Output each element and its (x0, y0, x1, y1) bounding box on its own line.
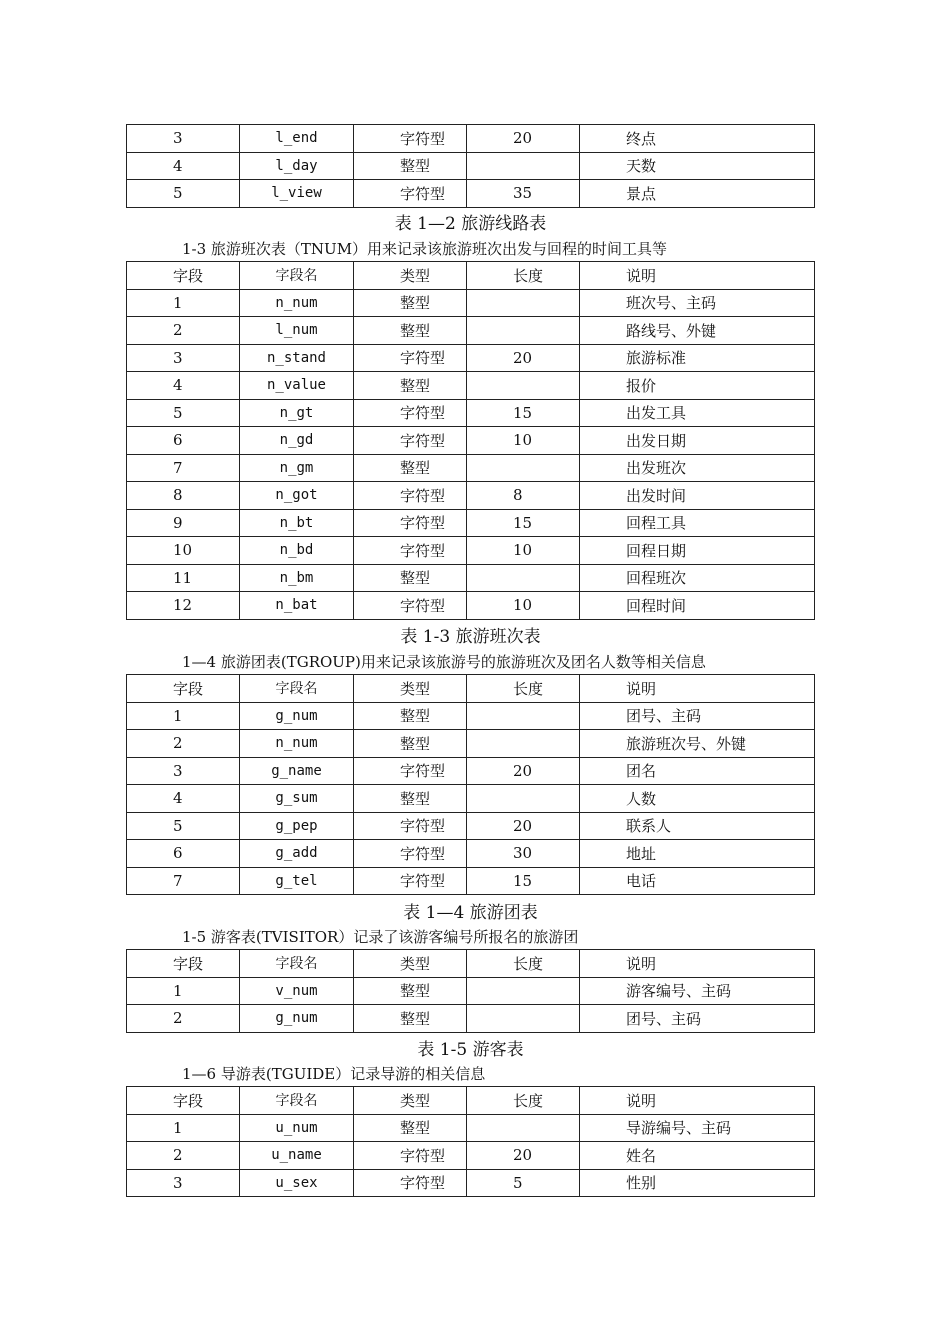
field-index-cell: 1 (127, 702, 240, 730)
header-field-description-cell: 说明 (580, 675, 815, 703)
field-type-cell: 字符型 (354, 427, 467, 455)
field-index-cell: 2 (127, 317, 240, 345)
field-name-cell: n_stand (240, 344, 354, 372)
field-description-cell: 回程班次 (580, 564, 815, 592)
field-description-cell: 报价 (580, 372, 815, 400)
field-type-cell: 字符型 (354, 482, 467, 510)
field-description-cell: 旅游标准 (580, 344, 815, 372)
schedule-table (126, 261, 815, 620)
field-description-cell: 性别 (580, 1169, 815, 1197)
field-description-cell: 电话 (580, 867, 815, 895)
field-length-cell: 5 (467, 1169, 580, 1197)
field-type-cell: 整型 (354, 702, 467, 730)
field-index-cell: 7 (127, 454, 240, 482)
field-type-cell: 整型 (354, 152, 467, 180)
header-field-description-cell: 说明 (580, 950, 815, 978)
field-index-cell: 4 (127, 152, 240, 180)
field-type-cell: 字符型 (354, 592, 467, 620)
table-header (127, 1087, 815, 1115)
field-length-cell: 20 (467, 812, 580, 840)
caption-group-table: 表 1—4 旅游团表 (403, 903, 538, 923)
guide-table (126, 1086, 815, 1197)
route-table-continued (126, 124, 815, 208)
field-type-cell: 字符型 (354, 1142, 467, 1170)
field-description-cell: 游客编号、主码 (580, 977, 815, 1005)
header-field-name-cell: 字段名 (240, 675, 354, 703)
caption-route-table: 表 1—2 旅游线路表 (394, 214, 547, 234)
field-index-cell: 4 (127, 372, 240, 400)
field-type-cell: 整型 (354, 730, 467, 758)
field-name-cell: g_num (240, 702, 354, 730)
table-row (127, 180, 815, 208)
field-length-cell (467, 317, 580, 345)
field-length-cell (467, 1005, 580, 1033)
field-description-cell: 回程工具 (580, 509, 815, 537)
field-length-cell: 20 (467, 757, 580, 785)
field-type-cell: 字符型 (354, 509, 467, 537)
table-row (127, 399, 815, 427)
field-type-cell: 字符型 (354, 757, 467, 785)
field-name-cell: u_num (240, 1114, 354, 1142)
header-field-type-cell: 类型 (354, 1087, 467, 1115)
field-index-cell: 1 (127, 977, 240, 1005)
header-field-type-cell: 类型 (354, 675, 467, 703)
header-field-index-cell: 字段 (127, 950, 240, 978)
field-type-cell: 整型 (354, 564, 467, 592)
field-name-cell: l_num (240, 317, 354, 345)
field-description-cell: 旅游班次号、外键 (580, 730, 815, 758)
field-length-cell (467, 564, 580, 592)
header-field-type-cell: 类型 (354, 262, 467, 290)
field-description-cell: 导游编号、主码 (580, 1114, 815, 1142)
field-name-cell: n_gd (240, 427, 354, 455)
field-index-cell: 3 (127, 757, 240, 785)
field-description-cell: 路线号、外键 (580, 317, 815, 345)
field-index-cell: 3 (127, 344, 240, 372)
field-type-cell: 字符型 (354, 1169, 467, 1197)
field-description-cell: 联系人 (580, 812, 815, 840)
field-description-cell: 出发时间 (580, 482, 815, 510)
header-field-name-cell: 字段名 (240, 262, 354, 290)
field-name-cell: u_sex (240, 1169, 354, 1197)
field-index-cell: 8 (127, 482, 240, 510)
field-index-cell: 1 (127, 1114, 240, 1142)
header-field-description-cell: 说明 (580, 262, 815, 290)
field-name-cell: n_gm (240, 454, 354, 482)
table-row (127, 867, 815, 895)
field-length-cell: 20 (467, 1142, 580, 1170)
table-header (127, 262, 815, 290)
table-header (127, 675, 815, 703)
field-type-cell: 整型 (354, 454, 467, 482)
field-index-cell: 10 (127, 537, 240, 565)
table-row (127, 454, 815, 482)
caption-schedule-table: 表 1-3 旅游班次表 (400, 627, 541, 647)
table-row (127, 289, 815, 317)
field-name-cell: g_num (240, 1005, 354, 1033)
field-name-cell: u_name (240, 1142, 354, 1170)
table-row (127, 840, 815, 868)
field-length-cell (467, 454, 580, 482)
group-table (126, 674, 815, 895)
field-name-cell: n_bat (240, 592, 354, 620)
header-field-length-cell: 长度 (467, 1087, 580, 1115)
table-header (127, 950, 815, 978)
caption-visitor-table: 表 1-5 游客表 (417, 1040, 524, 1060)
table-row (127, 482, 815, 510)
field-name-cell: g_sum (240, 785, 354, 813)
field-description-cell: 出发工具 (580, 399, 815, 427)
field-length-cell: 35 (467, 180, 580, 208)
field-index-cell: 9 (127, 509, 240, 537)
field-length-cell: 30 (467, 840, 580, 868)
field-type-cell: 字符型 (354, 125, 467, 153)
field-length-cell (467, 730, 580, 758)
field-length-cell (467, 372, 580, 400)
field-description-cell: 团名 (580, 757, 815, 785)
field-index-cell: 11 (127, 564, 240, 592)
header-field-index-cell: 字段 (127, 1087, 240, 1115)
field-description-cell: 出发班次 (580, 454, 815, 482)
field-description-cell: 天数 (580, 152, 815, 180)
table-row (127, 152, 815, 180)
field-index-cell: 12 (127, 592, 240, 620)
table-row (127, 537, 815, 565)
table-row (127, 812, 815, 840)
field-name-cell: n_bd (240, 537, 354, 565)
table-row (127, 344, 815, 372)
table-row (127, 125, 815, 153)
field-description-cell: 班次号、主码 (580, 289, 815, 317)
table-row (127, 1142, 815, 1170)
field-description-cell: 景点 (580, 180, 815, 208)
table-row (127, 702, 815, 730)
field-description-cell: 团号、主码 (580, 702, 815, 730)
header-field-index-cell: 字段 (127, 262, 240, 290)
field-length-cell (467, 785, 580, 813)
field-type-cell: 整型 (354, 289, 467, 317)
field-type-cell: 整型 (354, 1005, 467, 1033)
field-length-cell (467, 702, 580, 730)
field-length-cell: 15 (467, 509, 580, 537)
table-row (127, 509, 815, 537)
field-index-cell: 5 (127, 812, 240, 840)
field-index-cell: 2 (127, 1005, 240, 1033)
field-description-cell: 姓名 (580, 1142, 815, 1170)
table-row (127, 372, 815, 400)
table-row (127, 1114, 815, 1142)
field-length-cell: 15 (467, 399, 580, 427)
table-row (127, 785, 815, 813)
field-description-cell: 回程时间 (580, 592, 815, 620)
field-name-cell: n_gt (240, 399, 354, 427)
field-length-cell (467, 152, 580, 180)
field-index-cell: 5 (127, 180, 240, 208)
field-length-cell: 20 (467, 344, 580, 372)
field-type-cell: 整型 (354, 1114, 467, 1142)
field-name-cell: g_name (240, 757, 354, 785)
field-type-cell: 整型 (354, 372, 467, 400)
field-index-cell: 1 (127, 289, 240, 317)
field-type-cell: 字符型 (354, 537, 467, 565)
field-description-cell: 终点 (580, 125, 815, 153)
table-row (127, 592, 815, 620)
field-type-cell: 字符型 (354, 840, 467, 868)
field-length-cell: 10 (467, 592, 580, 620)
field-length-cell (467, 289, 580, 317)
visitor-table (126, 949, 815, 1033)
field-index-cell: 5 (127, 399, 240, 427)
field-name-cell: l_end (240, 125, 354, 153)
field-index-cell: 7 (127, 867, 240, 895)
header-field-length-cell: 长度 (467, 262, 580, 290)
field-type-cell: 整型 (354, 317, 467, 345)
field-name-cell: g_tel (240, 867, 354, 895)
field-type-cell: 整型 (354, 785, 467, 813)
field-length-cell (467, 1114, 580, 1142)
table-row (127, 564, 815, 592)
header-field-type-cell: 类型 (354, 950, 467, 978)
field-index-cell: 3 (127, 125, 240, 153)
header-field-index-cell: 字段 (127, 675, 240, 703)
field-name-cell: n_value (240, 372, 354, 400)
field-name-cell: n_bt (240, 509, 354, 537)
table-row (127, 1005, 815, 1033)
field-index-cell: 2 (127, 730, 240, 758)
header-field-length-cell: 长度 (467, 675, 580, 703)
field-name-cell: g_pep (240, 812, 354, 840)
field-name-cell: g_add (240, 840, 354, 868)
field-description-cell: 回程日期 (580, 537, 815, 565)
field-type-cell: 整型 (354, 977, 467, 1005)
field-type-cell: 字符型 (354, 812, 467, 840)
field-index-cell: 3 (127, 1169, 240, 1197)
table-row (127, 730, 815, 758)
header-field-length-cell: 长度 (467, 950, 580, 978)
intro-visitor-table: 1-5 游客表(TVISITOR）记录了该游客编号所报名的旅游团 (182, 928, 579, 946)
field-length-cell: 8 (467, 482, 580, 510)
field-length-cell: 20 (467, 125, 580, 153)
intro-guide-table: 1—6 导游表(TGUIDE）记录导游的相关信息 (182, 1065, 486, 1083)
field-type-cell: 字符型 (354, 344, 467, 372)
field-name-cell: l_view (240, 180, 354, 208)
field-length-cell (467, 977, 580, 1005)
field-description-cell: 人数 (580, 785, 815, 813)
field-index-cell: 6 (127, 427, 240, 455)
field-name-cell: n_bm (240, 564, 354, 592)
header-field-name-cell: 字段名 (240, 950, 354, 978)
field-length-cell: 15 (467, 867, 580, 895)
field-description-cell: 地址 (580, 840, 815, 868)
table-row (127, 757, 815, 785)
intro-group-table: 1—4 旅游团表(TGROUP)用来记录该旅游号的旅游班次及团名人数等相关信息 (182, 653, 706, 671)
field-index-cell: 2 (127, 1142, 240, 1170)
table-row (127, 977, 815, 1005)
field-length-cell: 10 (467, 427, 580, 455)
header-field-name-cell: 字段名 (240, 1087, 354, 1115)
table-row (127, 427, 815, 455)
table-row (127, 317, 815, 345)
header-field-description-cell: 说明 (580, 1087, 815, 1115)
field-index-cell: 4 (127, 785, 240, 813)
field-name-cell: v_num (240, 977, 354, 1005)
field-type-cell: 字符型 (354, 180, 467, 208)
field-name-cell: n_num (240, 730, 354, 758)
field-type-cell: 字符型 (354, 399, 467, 427)
field-type-cell: 字符型 (354, 867, 467, 895)
field-name-cell: n_got (240, 482, 354, 510)
table-row (127, 1169, 815, 1197)
field-description-cell: 出发日期 (580, 427, 815, 455)
field-name-cell: n_num (240, 289, 354, 317)
field-index-cell: 6 (127, 840, 240, 868)
field-description-cell: 团号、主码 (580, 1005, 815, 1033)
intro-schedule-table: 1-3 旅游班次表（TNUM）用来记录该旅游班次出发与回程的时间工具等 (182, 240, 668, 258)
field-name-cell: l_day (240, 152, 354, 180)
field-length-cell: 10 (467, 537, 580, 565)
